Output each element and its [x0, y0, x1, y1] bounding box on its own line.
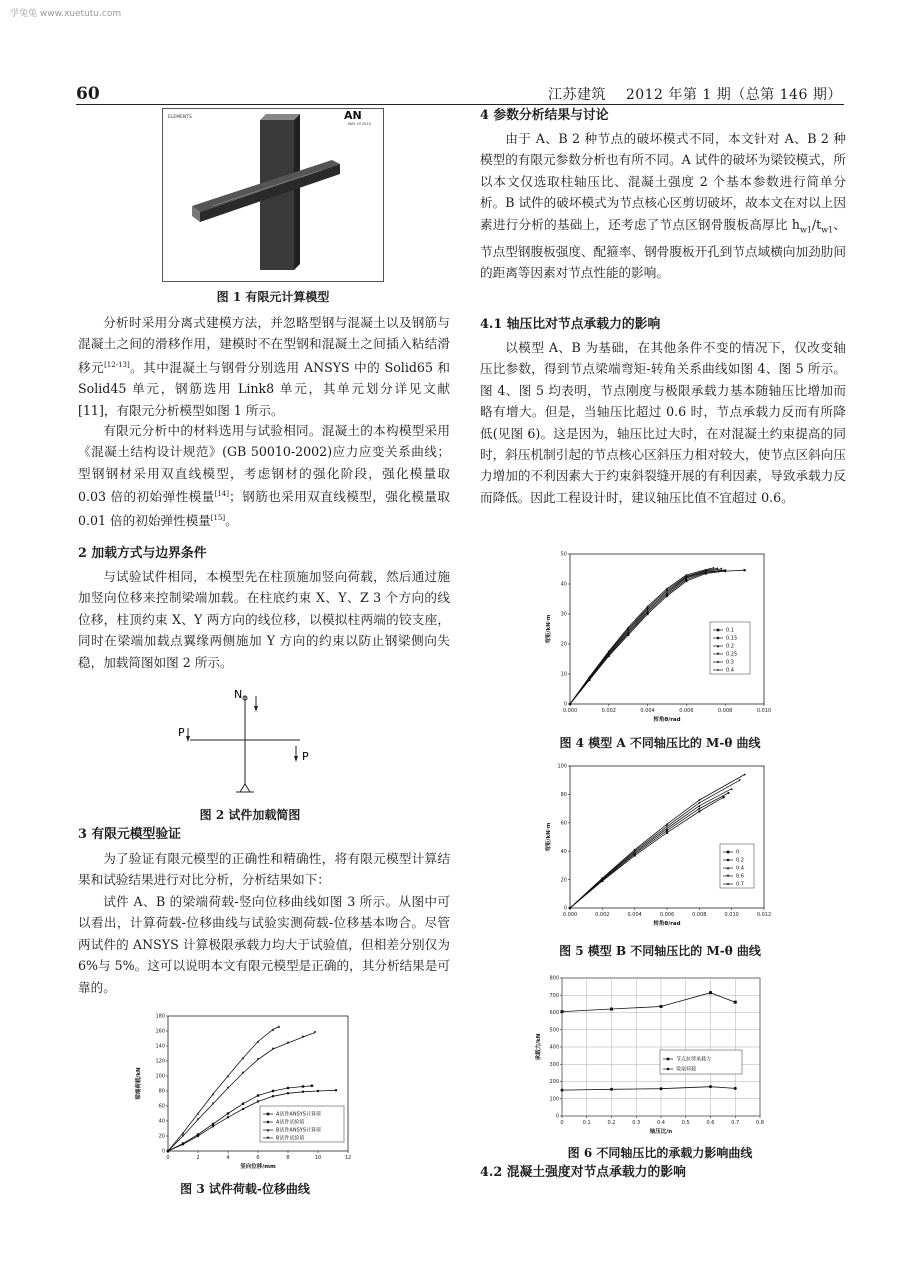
right-paragraph-7: 以模型 A、B 为基础，在其他条件不变的情况下，仅改变轴压比参数，得到节点梁端弯矩-转角关系曲线如图 4、图 5 所示。图 4、图 5 均表明，节点刚度与极限承载力基本随轴压比增加而略有增大。但是，当轴压比超过 0.6 时，节点承载力反而有所降低(见图 6)。这是因为，轴压比过大时，在对混凝土约束提高的同时，斜压机制引起的节点核心区斜压力相对较大，使节点区斜向压力增加的不利因素大于约束斜裂缝开展的有利因素，导致承载力反而降低。因此工程设计时，建议轴压比值不宜超过 0.6。 — [480, 340, 846, 505]
data-point — [287, 1092, 289, 1094]
data-point — [272, 1090, 274, 1092]
left-paragraph-2: 有限元分析中的材料选用与试验相同。混凝土的本构模型采用《混凝土结构设计规范》(GB 50010-2002)应力应变关系曲线；型钢钢材采用双直线模型，考虑钢材的强化阶段，强化模量取 0.03 倍的初始弹性模量[14]；钢筋也采用双直线模型，强化模量取 0.01 倍的初始弹性模量[15]。 — [78, 423, 451, 528]
x-tick-label: 0.010 — [724, 912, 739, 918]
y-tick-label: 120 — [155, 1058, 165, 1065]
figure-5 — [540, 760, 780, 932]
x-axis-label: 转角θ/rad — [653, 717, 681, 723]
series-line — [570, 775, 745, 909]
legend-label: B试件ANSYS计算值 — [276, 1127, 321, 1134]
data-point — [734, 1087, 737, 1090]
legend-label: 0.25 — [726, 651, 738, 658]
figure-4 — [540, 548, 780, 728]
y-tick-label: 800 — [549, 975, 559, 982]
series-line — [570, 780, 740, 908]
x-tick-label: 0.2 — [607, 1120, 616, 1126]
y-tick-label: 500 — [549, 1027, 559, 1034]
x-tick-label: 0.012 — [756, 912, 772, 918]
fig1-caption: 图 1 有限元计算模型 — [216, 290, 330, 304]
x-tick-label: 0.000 — [562, 708, 578, 714]
figure-3 — [130, 1010, 360, 1175]
x-tick-label: 0.8 — [756, 1120, 764, 1126]
legend — [710, 622, 750, 674]
legend-label: A试件试验值 — [276, 1119, 305, 1126]
y-tick-label: 100 — [557, 763, 567, 770]
x-axis-label: 轴压比/n — [649, 1129, 673, 1135]
legend-label: 0.3 — [726, 659, 734, 666]
legend-label: 梁端荷载 — [676, 1066, 697, 1073]
fig2-label-p-right: P — [302, 750, 309, 763]
data-point — [212, 1123, 214, 1125]
y-tick-label: 0 — [563, 905, 567, 912]
legend — [260, 1106, 344, 1142]
legend-marker — [267, 1121, 270, 1124]
journal-name: 江苏建筑 — [548, 87, 606, 103]
legend-label: 0.4 — [736, 865, 744, 872]
journal-header — [548, 84, 842, 104]
data-point — [660, 1005, 663, 1008]
y-tick-label: 0 — [161, 1148, 165, 1155]
left-paragraph-4: 为了验证有限元模型的正确性和精确性，将有限元模型计算结果和试验结果进行对比分析，分析结果如下： — [78, 851, 450, 888]
y-tick-label: 80 — [560, 792, 567, 799]
x-tick-label: 0.002 — [595, 912, 610, 918]
series-1 — [569, 792, 730, 909]
y-tick-label: 50 — [560, 551, 567, 558]
legend-label: 0 — [736, 849, 740, 856]
y-tick-label: 100 — [155, 1073, 165, 1080]
figure-6 — [530, 972, 780, 1142]
y-tick-label: 30 — [560, 611, 567, 618]
legend-label: 0.1 — [726, 627, 734, 634]
data-point — [666, 832, 668, 834]
y-axis-label: 弯矩/kN·m — [546, 614, 552, 644]
x-tick-label: 0.000 — [562, 912, 578, 918]
svg-text:MAY 19 2010: MAY 19 2010 — [348, 122, 371, 126]
series-line — [570, 570, 725, 704]
x-tick-label: 0.004 — [640, 708, 655, 714]
fig5-chart — [540, 760, 780, 932]
legend-label: A试件ANSYS计算值 — [276, 1111, 321, 1118]
data-point — [727, 792, 729, 794]
fig6-chart — [530, 972, 780, 1142]
data-point — [272, 1095, 274, 1097]
y-tick-label: 20 — [560, 877, 567, 884]
y-tick-label: 60 — [560, 820, 567, 827]
series-line — [562, 993, 735, 1012]
section-4-heading: 4 参数分析结果与讨论 — [480, 108, 609, 123]
header-rule — [76, 104, 844, 105]
y-tick-label: 160 — [155, 1028, 165, 1035]
series-4 — [569, 773, 746, 909]
data-point — [242, 1103, 244, 1105]
x-tick-label: 4 — [226, 1155, 230, 1161]
legend-label: 0.15 — [726, 635, 738, 642]
x-tick-label: 10 — [314, 1155, 322, 1161]
legend — [720, 844, 754, 888]
data-point — [709, 1085, 712, 1088]
data-point — [212, 1125, 214, 1127]
data-point — [698, 810, 700, 812]
legend-marker — [267, 1113, 270, 1116]
legend-marker — [667, 1058, 670, 1061]
legend-label: 0.6 — [736, 873, 744, 880]
data-point — [698, 808, 700, 810]
data-point — [257, 1094, 259, 1096]
x-tick-label: 0.010 — [756, 708, 772, 714]
y-tick-label: 20 — [560, 641, 567, 648]
x-tick-label: 2 — [196, 1155, 200, 1161]
legend-label: 0.4 — [726, 667, 734, 674]
left-paragraph-3: 与试验试件相同，本模型先在柱顶施加竖向荷载，然后通过施加竖向位移来控制梁端加载。在柱底约束 X、Y、Z 3 个方向的线位移，柱顶约束 X、Y 两方向的线位移，以模拟柱两端的铰支座，同时在梁端加载点翼缘两侧施加 Y 方向的约束以防止钢梁侧向失稳，加载简图如图 2 所示。 — [78, 569, 450, 670]
data-point — [666, 830, 668, 832]
section-2-heading: 2 加载方式与边界条件 — [78, 546, 207, 561]
watermark: 学兔兔 www.xuetutu.com — [10, 9, 122, 19]
left-paragraph-1: 分析时采用分离式建模方法，并忽略型钢与混凝土以及钢筋与混凝土之间的滑移作用，建模时不在型钢和混凝土之间插入粘结滑移元[12-13]。其中混凝土与钢骨分别选用 ANSYS 中的 Solid65 和 Solid45 单元，钢筋选用 Link8 单元，其单元划分详见文献[11]，有限元分析模型如图 1 所示。 — [78, 315, 450, 418]
right-paragraph-6: 由于 A、B 2 种节点的破坏模式不同，本文针对 A、B 2 种模型的有限元参数分析也有所不同。A 试件的破坏为梁铰模式，所以本文仅选取柱轴压比、混凝土强度 2 个基本参数进行简单分析。B 试件的破坏模式为节点核心区剪切破坏，故本文在对以上因素进行分析的基础上，还考虑了节点区钢骨腹板高厚比 $h_{w1}/t_{w1}$、节点型钢腹板强度、配箍率、钢骨腹板开孔到节点域横向加劲肋间的距离等因素对节点性能的影响。 — [480, 131, 846, 280]
section-3-heading: 3 有限元模型验证 — [78, 827, 181, 842]
journal-issue: 2012 年第 1 期（总第 146 期） — [625, 87, 842, 103]
x-tick-label: 0.008 — [692, 912, 707, 918]
series-0 — [569, 796, 725, 909]
fig1-tl-label: ELEMENTS — [168, 115, 192, 120]
loading-diagram — [170, 684, 330, 804]
x-tick-label: 0 — [560, 1120, 564, 1126]
y-tick-label: 600 — [549, 1010, 559, 1017]
series-5 — [569, 567, 715, 705]
x-tick-label: 0.3 — [632, 1120, 641, 1126]
y-tick-label: 10 — [560, 671, 567, 678]
y-tick-label: 40 — [560, 581, 567, 588]
fig4-caption: 图 4 模型 A 不同轴压比的 M-θ 曲线 — [559, 736, 761, 750]
page-number: 60 — [76, 84, 100, 104]
y-axis-label: 承载力/kN — [536, 1033, 542, 1061]
data-point — [561, 1089, 564, 1092]
series-line — [570, 568, 717, 704]
x-tick-label: 0.4 — [657, 1120, 665, 1126]
y-tick-label: 0 — [555, 1113, 559, 1120]
x-tick-label: 0.7 — [731, 1120, 740, 1126]
x-tick-label: 0.6 — [706, 1120, 715, 1126]
legend-label: 0.2 — [736, 857, 744, 864]
y-tick-label: 80 — [158, 1088, 165, 1095]
y-axis-label: 梁端荷载/kN — [136, 1067, 142, 1100]
legend — [660, 1050, 742, 1074]
data-point — [610, 1088, 613, 1091]
data-point — [561, 1010, 564, 1013]
legend-marker — [717, 629, 720, 632]
data-point — [610, 1008, 613, 1011]
fig4-chart — [540, 548, 780, 728]
y-tick-label: 140 — [155, 1043, 165, 1050]
fig1-tr-label: AN — [344, 109, 362, 122]
legend-label: 0.7 — [736, 881, 744, 888]
legend-marker — [717, 637, 720, 640]
legend-marker — [727, 859, 730, 862]
fig6-caption: 图 6 不同轴压比的承载力影响曲线 — [567, 1146, 753, 1160]
series-4 — [569, 567, 719, 705]
data-point — [302, 1091, 304, 1093]
fig3-caption: 图 3 试件荷载-位移曲线 — [180, 1182, 310, 1196]
x-tick-label: 0.008 — [718, 708, 733, 714]
data-point — [660, 1087, 663, 1090]
x-axis-label: 竖向位移/mm — [240, 1164, 276, 1170]
series-3 — [569, 779, 741, 909]
series-line — [570, 569, 721, 704]
data-point — [287, 1087, 289, 1089]
data-point — [335, 1089, 337, 1091]
legend-label: 节点抗剪承载力 — [676, 1056, 712, 1063]
x-tick-label: 0.002 — [601, 708, 616, 714]
fig2-label-p-left: P — [178, 726, 185, 739]
data-point — [227, 1112, 229, 1114]
y-tick-label: 700 — [549, 992, 559, 999]
y-tick-label: 20 — [158, 1133, 165, 1140]
series-3 — [569, 568, 723, 705]
x-tick-label: 0.1 — [582, 1120, 591, 1126]
y-tick-label: 200 — [549, 1079, 559, 1086]
data-point — [317, 1090, 319, 1092]
series-2 — [569, 569, 726, 705]
figure-2 — [170, 684, 330, 804]
data-point — [744, 569, 746, 571]
legend-marker — [727, 851, 730, 854]
x-tick-label: 0.5 — [681, 1120, 690, 1126]
data-point — [182, 1143, 184, 1145]
data-point — [734, 1001, 737, 1004]
left-paragraph-5: 试件 A、B 的梁端荷载-竖向位移曲线如图 3 所示。从图中可以看出，计算荷载-位移曲线与试验实测荷载-位移基本吻合。尽管两试件的 ANSYS 计算极限承载力均大于试验值，但相差分别仅为 6%与 5%。这可以说明本文有限元模型是正确的，其分析结果是可靠的。 — [78, 894, 450, 995]
y-tick-label: 180 — [155, 1013, 165, 1020]
data-point — [302, 1085, 304, 1087]
series-1 — [569, 569, 726, 705]
data-point — [709, 991, 712, 994]
y-tick-label: 100 — [549, 1096, 559, 1103]
series-line — [570, 571, 725, 705]
fig2-caption: 图 2 试件加载简图 — [199, 808, 301, 822]
legend-label: B试件试验值 — [276, 1135, 305, 1142]
legend-label: 0.2 — [726, 643, 734, 650]
y-axis-label: 弯矩/kN·m — [546, 822, 552, 852]
x-tick-label: 6 — [256, 1155, 260, 1161]
data-point — [257, 1100, 259, 1102]
figure-1 — [162, 108, 384, 282]
series-line — [570, 797, 724, 908]
x-tick-label: 0.006 — [679, 708, 694, 714]
y-tick-label: 400 — [549, 1044, 559, 1051]
data-point — [242, 1108, 244, 1110]
fe-model-image — [162, 108, 384, 282]
fig5-caption: 图 5 模型 B 不同轴压比的 M-θ 曲线 — [559, 944, 761, 958]
data-point — [311, 1085, 313, 1087]
legend-marker — [667, 1068, 670, 1071]
x-tick-label: 0.004 — [627, 912, 642, 918]
fig2-label-n: N — [234, 688, 243, 701]
x-tick-label: 8 — [286, 1155, 290, 1161]
y-tick-label: 0 — [563, 701, 567, 708]
y-tick-label: 40 — [158, 1118, 165, 1125]
x-tick-label: 0.006 — [659, 912, 675, 918]
data-point — [197, 1135, 199, 1137]
x-tick-label: 0 — [166, 1155, 170, 1161]
y-tick-label: 60 — [158, 1103, 165, 1110]
y-tick-label: 40 — [560, 848, 567, 855]
x-axis-label: 转角θ/rad — [653, 921, 681, 927]
section-42-heading: 4.2 混凝土强度对节点承载力的影响 — [480, 1165, 686, 1180]
fig3-chart — [130, 1010, 360, 1175]
x-tick-label: 12 — [344, 1155, 352, 1161]
y-tick-label: 300 — [549, 1061, 559, 1068]
section-41-heading: 4.1 轴压比对节点承载力的影响 — [480, 317, 661, 332]
data-point — [722, 796, 724, 798]
series-line — [570, 793, 728, 908]
series-line — [570, 568, 714, 704]
data-point — [227, 1116, 229, 1118]
